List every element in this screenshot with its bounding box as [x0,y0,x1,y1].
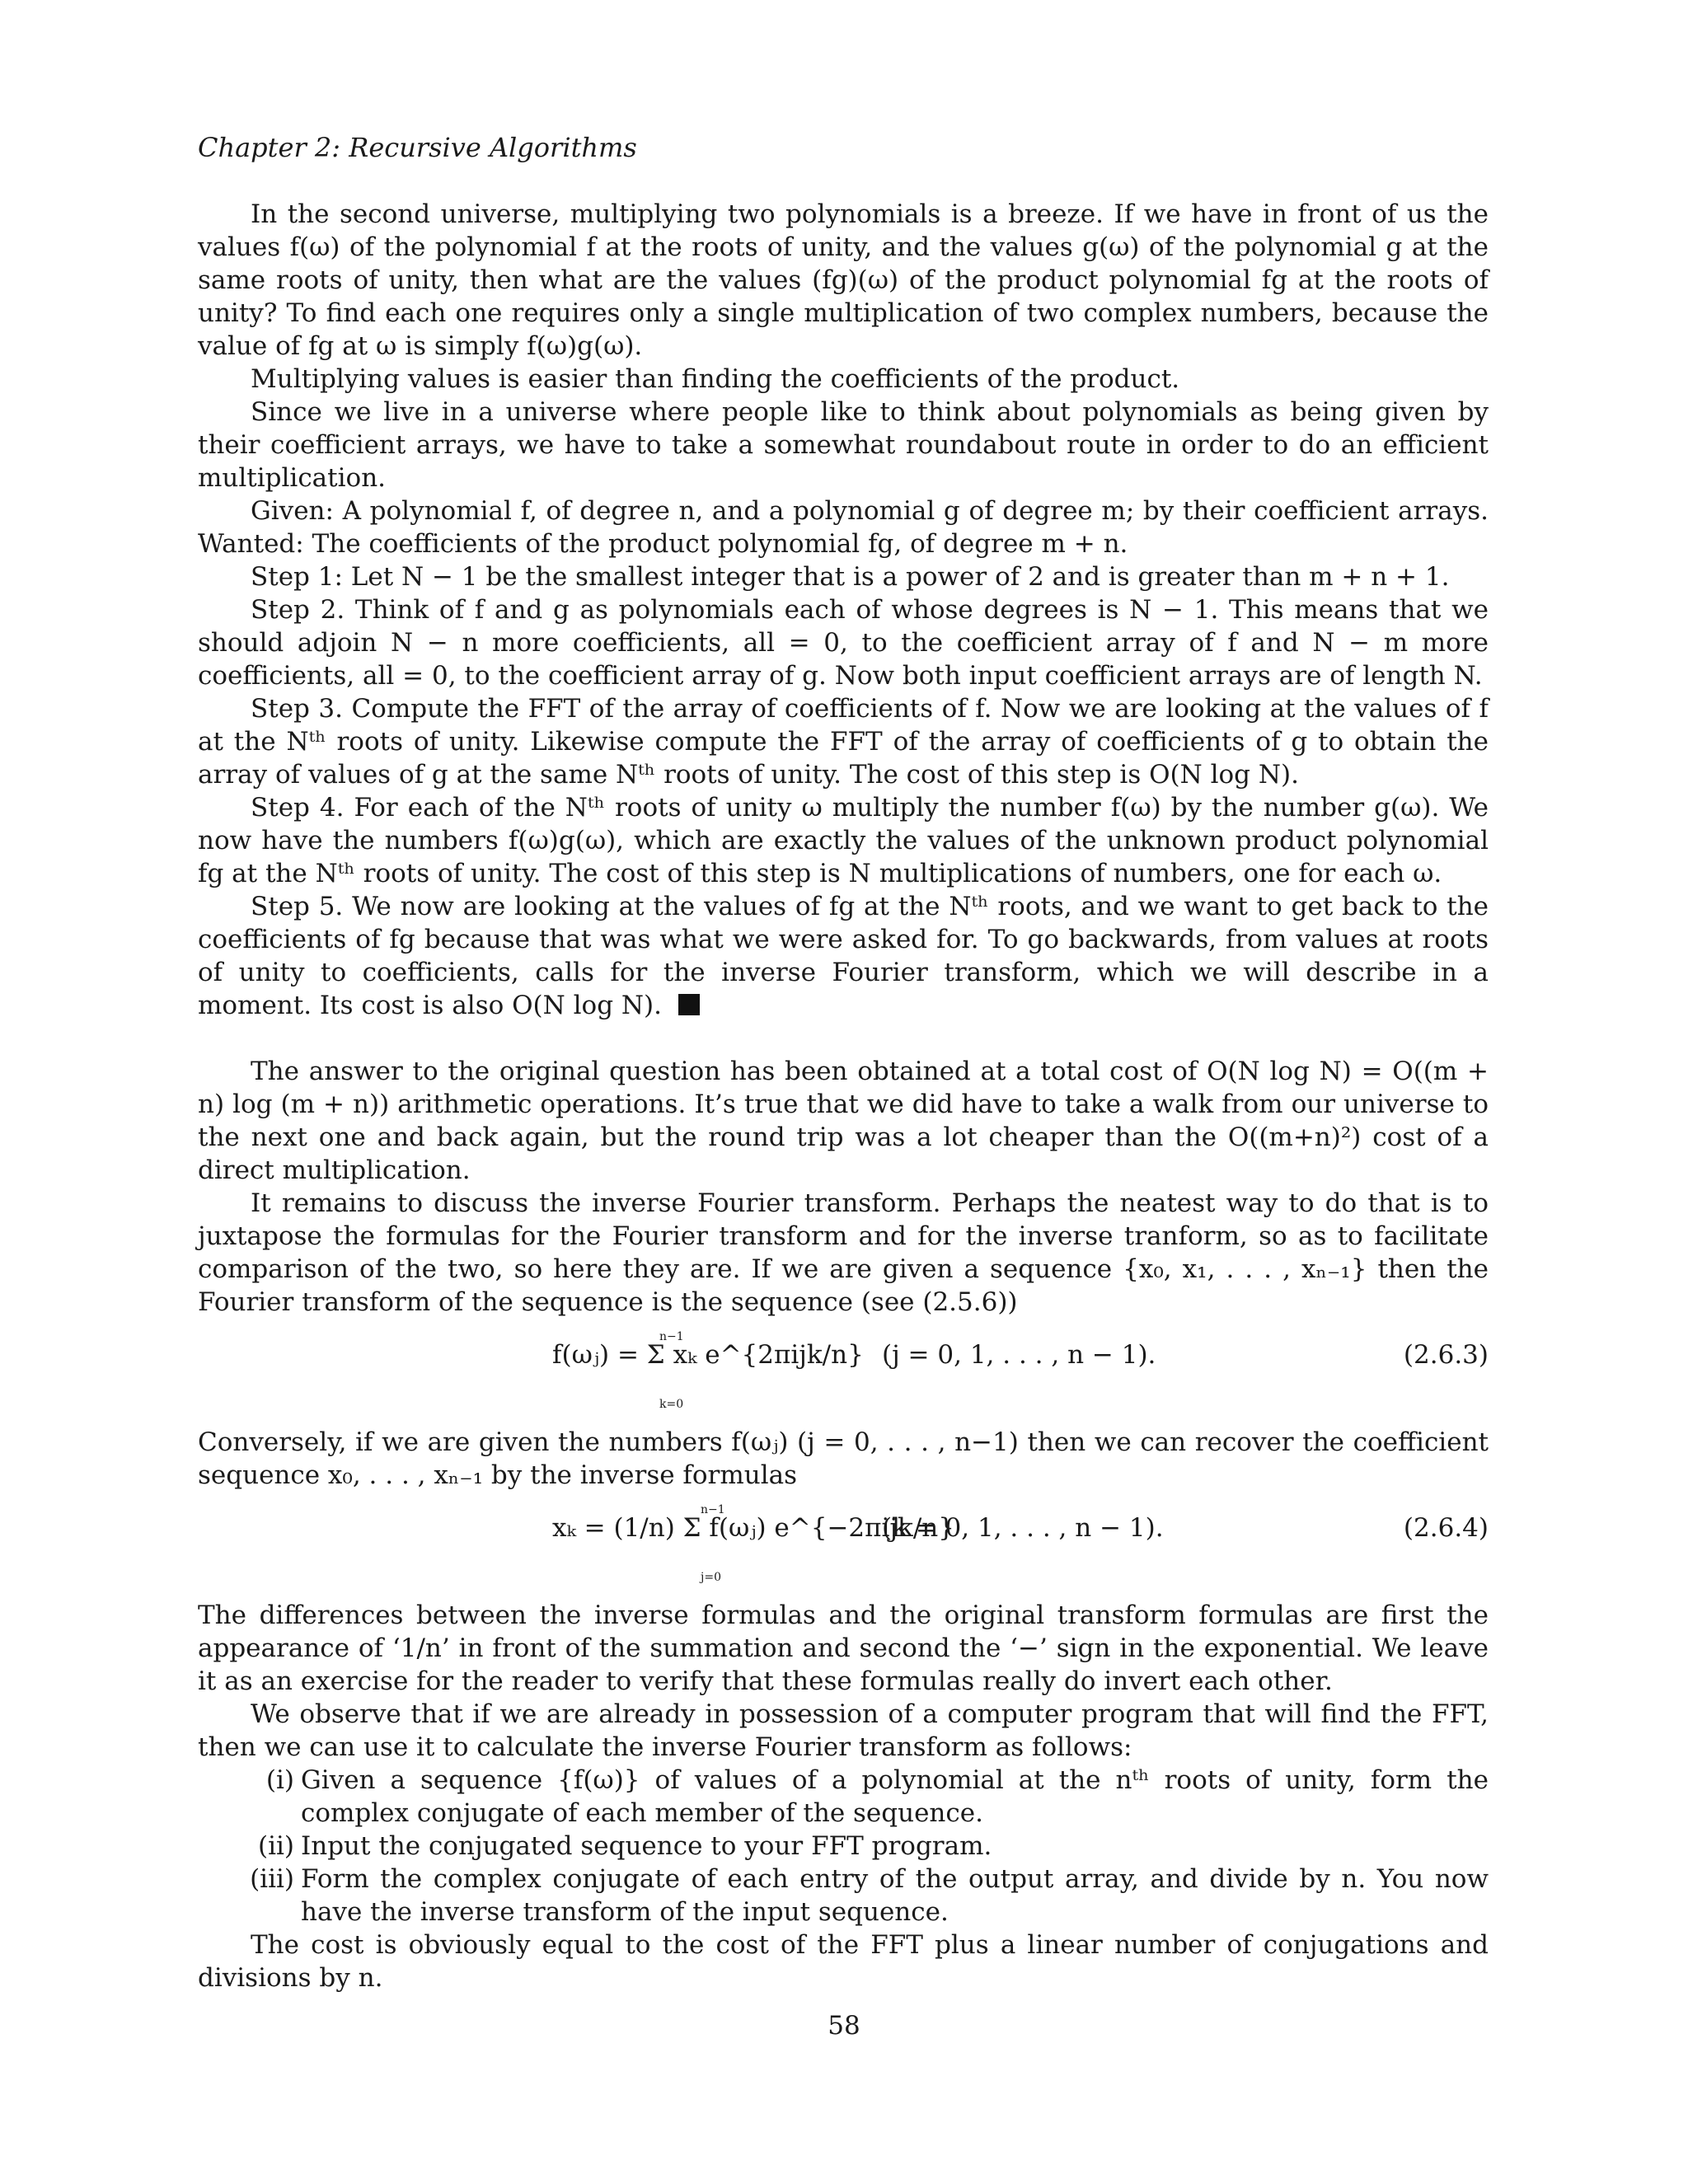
qed-square-icon [678,994,700,1015]
list-item [257,1830,1489,1863]
paragraph: The differences between the inverse formulas and the original transform formulas are first the appearance of ‘1/n’ in front of the summation and second the ‘−’ sign in the exponential. We leave it as an exercise for the reader to verify that these formulas really do invert each other. [198,1601,1489,1696]
page-number: 58 [828,2011,860,2041]
list-marker: (i) [265,1765,294,1795]
sum-lower-limit: j=0 [701,1571,721,1584]
sum-upper-limit: n−1 [701,1503,725,1516]
equation-condition: (k = 0, 1, . . . , n − 1). [882,1513,1164,1543]
equation-2-6-4 [198,1492,1489,1599]
list-item-text: Form the complex conjugate of each entry of the output array, and divide by n. You now have the inverse transform of the input sequence. [301,1864,1489,1927]
paragraph: Multiplying values is easier than finding the coefficients of the product. [251,364,1180,394]
paragraph: In the second universe, multiplying two polynomials is a breeze. If we have in front of us the values f(ω) of the polynomial f at the roots of unity, and the values g(ω) of the polynomial g at the same roots of unity, then what are the values (fg)(ω) of the product polynomial fg at the roots of unity? To find each one requires only a single multiplication of two complex numbers, because the value of fg at ω is simply f(ω)g(ω). [198,199,1489,361]
step-1: Step 1: Let N − 1 be the smallest integer that is a power of 2 and is greater than m + n + 1. [251,562,1450,592]
step-5 [198,890,1489,1022]
step-5-text: Step 5. We now are looking at the values of fg at the Nᵗʰ roots, and we want to get back to the coefficients of fg because that was what we were asked for. To go backwards, from values at roots of unity to coefficients, calls for the inverse Fourier transform, which we will describe in a moment. Its cost is also O(N log N). [198,892,1489,1020]
equation-2-6-3 [198,1319,1489,1426]
paragraph: Given: A polynomial f, of degree n, and a polynomial g of degree m; by their coefficient arrays. Wanted: The coefficients of the product polynomial fg, of degree m + n. [198,496,1489,559]
paragraph: The cost is obviously equal to the cost of the FFT plus a linear number of conjugations and divisions by n. [198,1930,1489,1993]
list-marker: (iii) [250,1864,294,1894]
paragraph: We observe that if we are already in possession of a computer program that will find the FFT, then we can use it to calculate the inverse Fourier transform as follows: [198,1699,1489,1762]
sum-upper-limit: n−1 [659,1330,684,1343]
equation-number: (2.6.4) [1403,1513,1489,1543]
equation-number: (2.6.3) [1403,1340,1489,1370]
body-text [198,198,1489,1994]
procedure-list [198,1764,1489,1929]
list-marker: (ii) [257,1831,294,1861]
equation-condition: (j = 0, 1, . . . , n − 1). [882,1340,1156,1370]
equation-body: xₖ = (1/n) Σ f(ωⱼ) e^{−2πijk/n} [552,1513,954,1543]
step-4: Step 4. For each of the Nᵗʰ roots of unity ω multiply the number f(ω) by the number g(ω). We now have the numbers f(ω)g(ω), which are exactly the values of the unknown product polynomial fg at the Nᵗʰ roots of unity. The cost of this step is N multiplications of numbers, one for each ω. [198,793,1489,888]
list-item-text: Given a sequence {f(ω)} of values of a polynomial at the nᵗʰ roots of unity, form the complex conjugate of each member of the sequence. [301,1765,1489,1828]
paragraph: Since we live in a universe where people like to think about polynomials as being given by their coefficient arrays, we have to take a somewhat roundabout route in order to do an efficient multiplication. [198,397,1489,493]
step-2: Step 2. Think of f and g as polynomials each of whose degrees is N − 1. This means that we should adjoin N − n more coefficients, all = 0, to the coefficient array of f and N − m more coefficients, all = 0, to the coefficient array of g. Now both input coefficient arrays are of length N. [198,595,1489,691]
list-item [265,1764,1489,1830]
running-header: Chapter 2: Recursive Algorithms [198,132,637,163]
paragraph: The answer to the original question has been obtained at a total cost of O(N log N) = O((m + n) log (m + n)) arithmetic operations. It’s true that we did have to take a walk from our universe to the next one and back again, but the round trip was a lot cheaper than the O((m+n)²) cost of a direct multiplication. [198,1057,1489,1185]
list-item-text: Input the conjugated sequence to your FFT program. [301,1831,992,1861]
equation-body: f(ωⱼ) = Σ xₖ e^{2πijk/n} [552,1340,864,1370]
sum-lower-limit: k=0 [659,1398,684,1411]
paragraph: It remains to discuss the inverse Fourier transform. Perhaps the neatest way to do that is to juxtapose the formulas for the Fourier transform and for the inverse tranform, so as to facilitate comparison of the two, so here they are. If we are given a sequence {x₀, x₁, . . . , xₙ₋₁} then the Fourier transform of the sequence is the sequence (see (2.5.6)) [198,1188,1489,1317]
paragraph: Conversely, if we are given the numbers f(ωⱼ) (j = 0, . . . , n−1) then we can recover the coefficient sequence x₀, . . . , xₙ₋₁ by the inverse formulas [198,1427,1489,1490]
list-item [250,1863,1489,1929]
step-3: Step 3. Compute the FFT of the array of coefficients of f. Now we are looking at the values of f at the Nᵗʰ roots of unity. Likewise compute the FFT of the array of coefficients of g to obtain the array of values of g at the same Nᵗʰ roots of unity. The cost of this step is O(N log N). [198,694,1489,790]
